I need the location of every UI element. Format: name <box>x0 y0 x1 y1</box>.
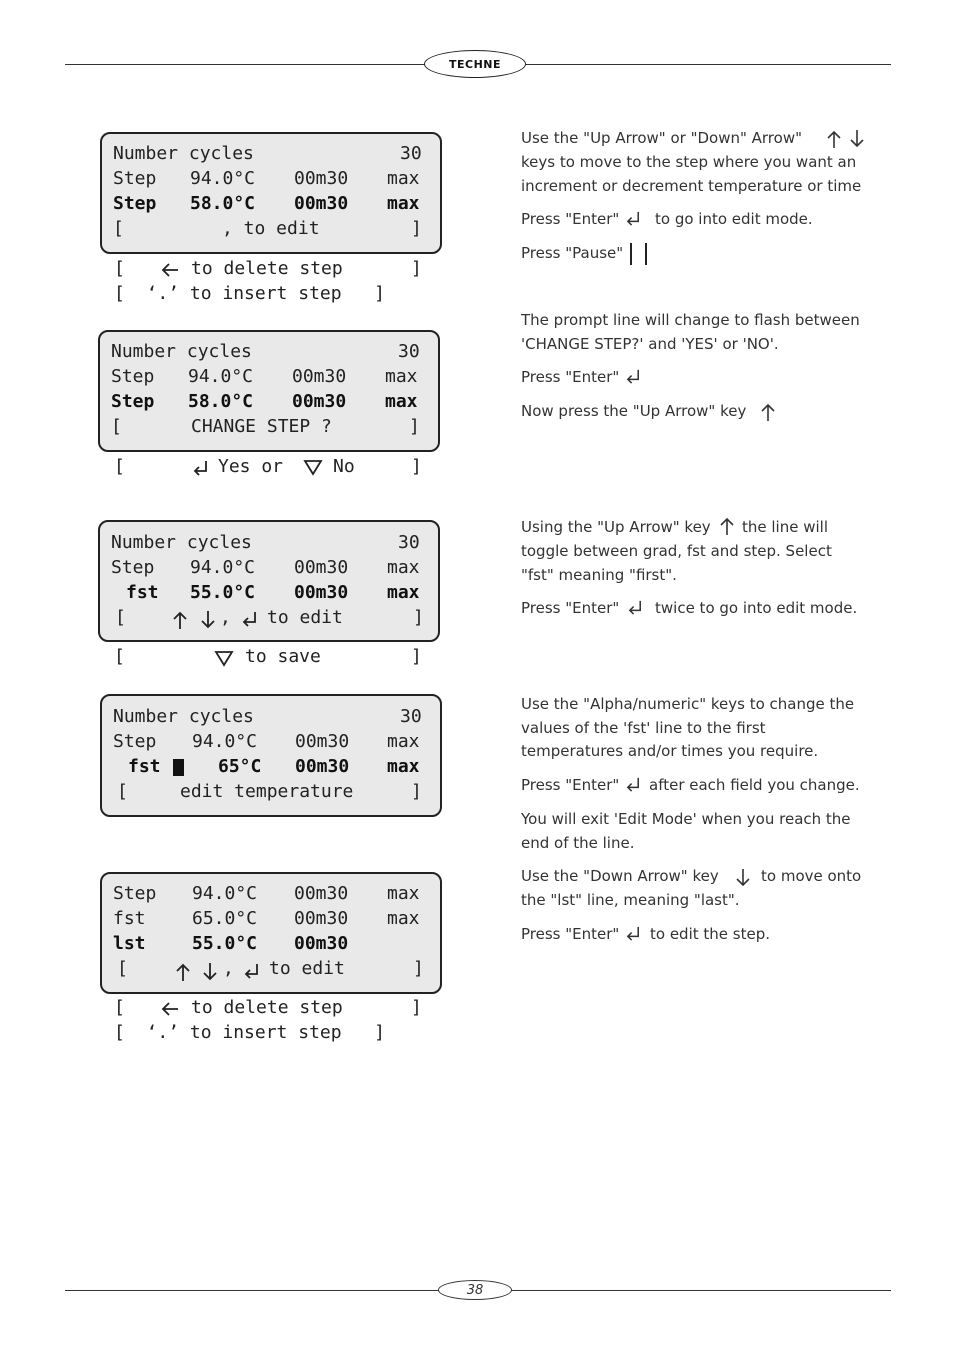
enter-icon <box>192 459 210 477</box>
instruction-line: Use the "Alpha/numeric" keys to change the <box>521 695 855 713</box>
instruction-line: Press "Enter" <box>521 776 620 794</box>
instruction-line: increment or decrement temperature or time <box>521 177 862 195</box>
instruction-line: toggle between grad, fst and step. Select <box>521 542 832 560</box>
lcd-text: 55.0°C <box>192 933 258 954</box>
instruction-line: the line will <box>742 518 828 536</box>
prompt-text: No <box>333 456 355 477</box>
instruction-line: to move onto <box>761 867 862 885</box>
enter-icon <box>243 962 261 980</box>
lcd-text: Number cycles <box>113 706 254 727</box>
prompt-text: [ <box>114 646 125 667</box>
lcd-text: 00m30 <box>294 582 349 603</box>
lcd-text: max <box>387 582 420 603</box>
instruction-text <box>521 807 881 831</box>
lcd-text: fst <box>113 908 146 929</box>
instruction-text <box>761 864 881 888</box>
lcd-text: 94.0°C <box>190 168 256 189</box>
lcd-text: 58.0°C <box>188 391 254 412</box>
up-arrow-icon <box>175 962 191 982</box>
lcd-text: 30 <box>400 706 422 727</box>
instruction-text <box>521 692 881 716</box>
lcd-text: Number cycles <box>113 143 254 164</box>
instruction-text <box>521 831 881 855</box>
down-arrow-icon <box>735 868 751 888</box>
lcd-text: to edit <box>269 958 345 979</box>
instruction-text <box>521 716 881 740</box>
instruction-line: to edit the step. <box>650 925 770 943</box>
lcd-text: Step <box>111 557 155 578</box>
lcd-text: max <box>387 883 420 904</box>
lcd-text: 65.0°C <box>192 908 258 929</box>
instruction-text <box>521 888 881 912</box>
instruction-line: end of the line. <box>521 834 635 852</box>
instruction-line: You will exit 'Edit Mode' when you reach the <box>521 810 851 828</box>
prompt-text: ] <box>411 646 422 667</box>
lcd-screen-4 <box>100 694 442 817</box>
enter-icon <box>625 776 642 793</box>
instruction-text <box>521 241 881 265</box>
instruction-text <box>742 515 882 539</box>
up-arrow-icon <box>760 402 776 422</box>
instruction-text <box>521 399 881 423</box>
lcd-text: Number cycles <box>111 341 252 362</box>
down-arrow-icon <box>849 129 865 149</box>
lcd-text: max <box>385 366 418 387</box>
header-rule-left <box>65 64 425 65</box>
instruction-line: temperatures and/or times you require. <box>521 742 819 760</box>
header-rule-right <box>526 64 891 65</box>
lcd-text: max <box>387 557 420 578</box>
logo-text: TECHNE <box>448 57 502 71</box>
lcd-text: , <box>223 958 234 979</box>
prompt-text: to delete step <box>191 258 343 279</box>
lcd-text: edit temperature <box>180 781 354 802</box>
instruction-text <box>521 739 881 763</box>
lcd-text: fst <box>128 756 161 777</box>
prompt-text: Yes or <box>218 456 284 477</box>
lcd-text: lst <box>113 933 146 954</box>
instruction-line: Use the "Up Arrow" or "Down" Arrow" <box>521 129 802 147</box>
prompt-text: [ <box>114 997 125 1018</box>
lcd-screen-5 <box>100 872 442 994</box>
enter-icon <box>625 210 642 227</box>
instruction-line: keys to move to the step where you want an <box>521 153 857 171</box>
lcd-screen-1 <box>100 132 442 254</box>
lcd-text: max <box>385 391 418 412</box>
instruction-line: "fst" meaning "first". <box>521 566 677 584</box>
instruction-text <box>521 563 881 587</box>
lcd-text: 00m30 <box>294 883 349 904</box>
down-triangle-icon <box>303 459 323 476</box>
instruction-line: Press "Enter" <box>521 368 620 386</box>
lcd-text: [ <box>113 218 124 239</box>
lcd-text: ] <box>411 218 422 239</box>
instruction-line: 'CHANGE STEP?' and 'YES' or 'NO'. <box>521 335 779 353</box>
edit-cursor <box>173 759 184 776</box>
lcd-text: 00m30 <box>294 908 349 929</box>
instruction-line: after each field you change. <box>649 776 860 794</box>
lcd-text: [ <box>115 607 126 628</box>
lcd-text: Step <box>111 366 155 387</box>
footer-rule-left <box>65 1290 439 1291</box>
instruction-text <box>521 332 881 356</box>
lcd-text: [ <box>111 416 122 437</box>
instruction-line: Press "Enter" <box>521 925 620 943</box>
lcd-text: Number cycles <box>111 532 252 553</box>
down-arrow-icon <box>202 962 218 982</box>
enter-icon <box>625 925 642 942</box>
lcd-text: CHANGE STEP ? <box>191 416 332 437</box>
instruction-text <box>655 207 875 231</box>
instruction-text <box>521 539 881 563</box>
lcd-text: 94.0°C <box>190 557 256 578</box>
prompt-text: ] <box>411 997 422 1018</box>
lcd-text: Step <box>113 193 157 214</box>
lcd-text: Step <box>113 883 157 904</box>
instruction-text <box>521 365 881 389</box>
up-arrow-icon <box>172 610 188 630</box>
prompt-text: [ <box>114 258 125 279</box>
left-arrow-icon <box>160 262 180 278</box>
instruction-line: Use the "Down Arrow" key <box>521 867 719 885</box>
lcd-text: 65°C <box>218 756 262 777</box>
instruction-text <box>521 174 881 198</box>
instruction-text <box>521 308 881 332</box>
prompt-text: ] <box>411 456 422 477</box>
prompt-text: to delete step <box>191 997 343 1018</box>
lcd-text: 30 <box>400 143 422 164</box>
lcd-text: 00m30 <box>295 731 350 752</box>
prompt-text: [ ‘.’ to insert step ] <box>114 1022 385 1043</box>
lcd-text: 58.0°C <box>190 193 256 214</box>
lcd-text: , <box>220 607 231 628</box>
instruction-line: values of the 'fst' line to the first <box>521 719 766 737</box>
lcd-text: ] <box>411 781 422 802</box>
lcd-text: max <box>387 908 420 929</box>
up-arrow-icon <box>826 129 842 149</box>
down-arrow-icon <box>200 610 216 630</box>
lcd-text: 00m30 <box>292 366 347 387</box>
lcd-text: fst <box>126 582 159 603</box>
lcd-text: 00m30 <box>294 193 349 214</box>
lcd-text: ] <box>413 958 424 979</box>
enter-icon <box>241 610 259 628</box>
lcd-text: Step <box>111 391 155 412</box>
down-triangle-icon <box>214 650 234 667</box>
lcd-text: 00m30 <box>294 168 349 189</box>
lcd-text: [ <box>117 958 128 979</box>
instruction-text <box>521 150 881 174</box>
up-arrow-icon <box>719 516 735 536</box>
lcd-text: 55.0°C <box>190 582 256 603</box>
lcd-text: 94.0°C <box>188 366 254 387</box>
lcd-text: [ <box>117 781 128 802</box>
lcd-text: ] <box>413 607 424 628</box>
instruction-text <box>649 773 879 797</box>
lcd-screen-2 <box>98 330 440 452</box>
instruction-line: twice to go into edit mode. <box>655 599 858 617</box>
lcd-text: 94.0°C <box>192 883 258 904</box>
enter-icon <box>627 599 644 616</box>
instruction-line: Press "Enter" <box>521 210 620 228</box>
instruction-line: Press "Pause" <box>521 244 624 262</box>
lcd-text: 00m30 <box>292 391 347 412</box>
prompt-text: to save <box>245 646 321 667</box>
lcd-text: max <box>387 731 420 752</box>
enter-icon <box>625 368 642 385</box>
lcd-text: Step <box>113 168 157 189</box>
lcd-text: to edit <box>267 607 343 628</box>
left-arrow-icon <box>160 1001 180 1017</box>
instruction-line: to go into edit mode. <box>655 210 813 228</box>
instruction-line: Press "Enter" <box>521 599 620 617</box>
techne-logo <box>424 50 526 78</box>
prompt-text: [ ‘.’ to insert step ] <box>114 283 385 304</box>
lcd-text: 00m30 <box>294 557 349 578</box>
instruction-line: The prompt line will change to flash between <box>521 311 860 329</box>
prompt-text: ] <box>411 258 422 279</box>
lcd-text: 94.0°C <box>192 731 258 752</box>
instruction-line: Now press the "Up Arrow" key <box>521 402 747 420</box>
lcd-text: 30 <box>398 341 420 362</box>
lcd-text: max <box>387 168 420 189</box>
lcd-text: 30 <box>398 532 420 553</box>
lcd-text: max <box>387 756 420 777</box>
instruction-line: Using the "Up Arrow" key <box>521 518 711 536</box>
lcd-text: , to edit <box>222 218 320 239</box>
instruction-text <box>650 922 850 946</box>
lcd-text: max <box>387 193 420 214</box>
lcd-text: ] <box>409 416 420 437</box>
instruction-text <box>655 596 885 620</box>
lcd-screen-3 <box>98 520 440 642</box>
lcd-text: Step <box>113 731 157 752</box>
prompt-text: [ <box>114 456 125 477</box>
footer-rule-right <box>511 1290 891 1291</box>
instruction-line: the "lst" line, meaning "last". <box>521 891 740 909</box>
lcd-text: 00m30 <box>295 756 350 777</box>
lcd-text: 00m30 <box>294 933 349 954</box>
page-number: 38 <box>438 1280 512 1300</box>
pause-icon <box>627 242 651 266</box>
